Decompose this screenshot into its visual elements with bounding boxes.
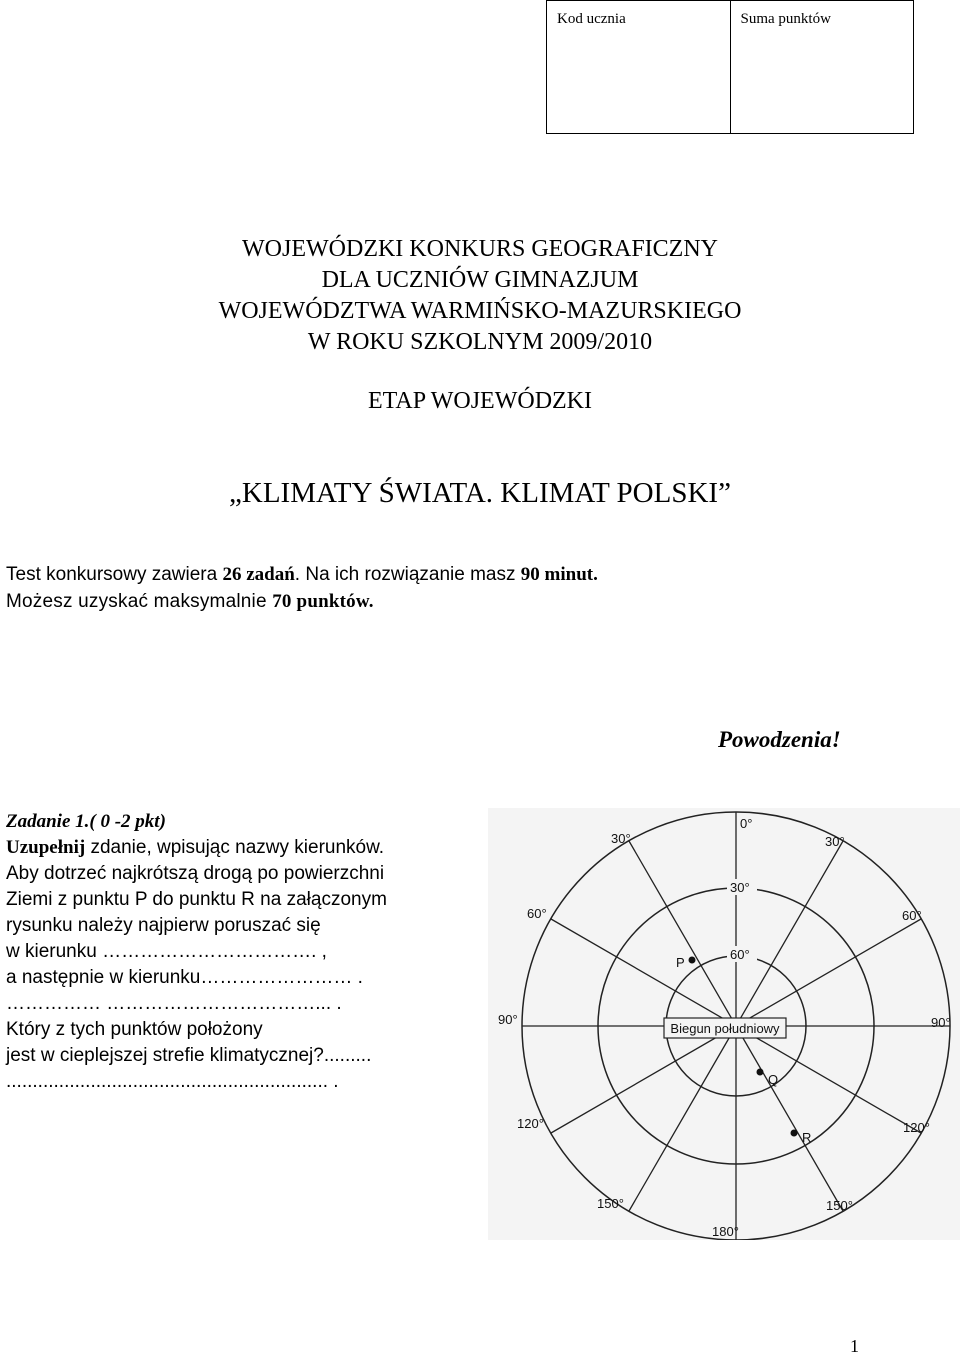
- intro-text: [6, 561, 598, 615]
- title-line: WOJEWÓDZTWA WARMIŃSKO-MAZURSKIEGO: [218, 298, 742, 324]
- point-p-marker: [689, 957, 696, 964]
- task-command: Uzupełnij: [6, 837, 86, 858]
- parallel-label: 30°: [730, 880, 750, 895]
- meridian-label: 0°: [740, 816, 753, 831]
- title-line: DLA UCZNIÓW GIMNAZJUM: [321, 267, 639, 293]
- polar-projection-diagram: [488, 808, 960, 1240]
- contest-title: [0, 234, 960, 358]
- task-line: rysunku należy najpierw poruszać się: [6, 915, 321, 936]
- meridian-label: 90°: [931, 1015, 951, 1030]
- task-count: 26 zadań: [222, 564, 295, 585]
- point-label: P: [676, 955, 685, 970]
- max-points: 70 punktów.: [272, 591, 374, 612]
- total-points-label: Suma punktów: [740, 11, 831, 27]
- intro-text-part: . Na ich rozwiązanie masz: [294, 564, 521, 585]
- answer-line[interactable]: ............................................................. .: [6, 1071, 339, 1092]
- page-number: 1: [850, 1336, 859, 1356]
- point-q-marker: [757, 1069, 764, 1076]
- task-1: [6, 809, 486, 1095]
- meridian-label: 30°: [825, 834, 845, 849]
- meridian-label: 60°: [527, 906, 547, 921]
- answer-line[interactable]: jest w cieplejszej strefie klimatycznej?.........: [6, 1045, 372, 1066]
- task-command-rest: zdanie, wpisując nazwy kierunków.: [85, 837, 385, 858]
- point-label: R: [802, 1130, 812, 1145]
- pole-label: Biegun południowy: [670, 1021, 780, 1036]
- point-label: Q: [768, 1072, 779, 1087]
- meridian-label: 180°: [712, 1224, 739, 1239]
- meridian-label: 120°: [903, 1120, 930, 1135]
- student-code-label: Kod ucznia: [557, 11, 626, 27]
- meridian-label: 120°: [517, 1116, 544, 1131]
- answer-line[interactable]: a następnie w kierunku…………………… .: [6, 967, 363, 988]
- answer-line[interactable]: …………… ……………………………... .: [6, 993, 342, 1014]
- meridian-label: 150°: [597, 1196, 624, 1211]
- total-points-cell[interactable]: [730, 1, 914, 133]
- meridian-label: 60°: [902, 908, 922, 923]
- title-line: WOJEWÓDZKI KONKURS GEOGRAFICZNY: [242, 236, 718, 262]
- stage-label: ETAP WOJEWÓDZKI: [367, 388, 593, 414]
- theme-title: „KLIMATY ŚWIATA. KLIMAT POLSKI”: [229, 477, 731, 509]
- student-code-cell[interactable]: [547, 1, 730, 133]
- meridian-label: 150°: [826, 1198, 853, 1213]
- intro-text-part: Możesz uzyskać maksymalnie: [6, 591, 273, 612]
- meridian-label: 90°: [498, 1012, 518, 1027]
- point-r-marker: [791, 1130, 798, 1137]
- task-line: Ziemi z punktu P do punktu R na załączonym: [6, 889, 387, 910]
- good-luck-text: Powodzenia!: [718, 727, 841, 752]
- task-title: Zadanie 1.( 0 -2 pkt): [6, 811, 166, 832]
- answer-line[interactable]: w kierunku ……………………………. ,: [6, 941, 327, 962]
- intro-text-part: Test konkursowy zawiera: [6, 564, 223, 585]
- polar-projection-svg: [488, 808, 960, 1240]
- task-line: Aby dotrzeć najkrótszą drogą po powierzchni: [6, 863, 385, 884]
- meridian-label: 30°: [611, 831, 631, 846]
- score-box: [546, 0, 914, 134]
- title-line: W ROKU SZKOLNYM 2009/2010: [307, 329, 653, 355]
- time-limit: 90 minut.: [520, 564, 598, 585]
- task-line: Który z tych punktów położony: [6, 1019, 263, 1040]
- parallel-label: 60°: [730, 947, 750, 962]
